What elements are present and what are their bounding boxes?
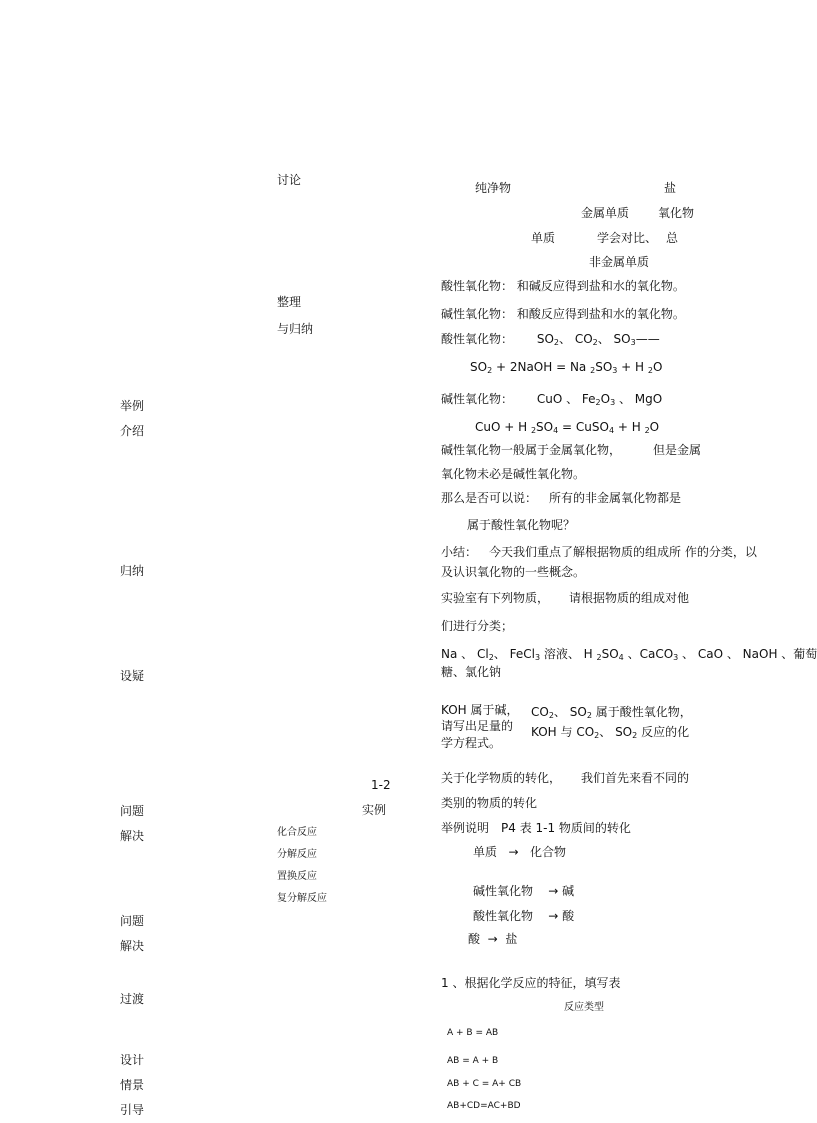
node-metal-element: 金属单质 [581,206,630,220]
acidic-oxide-examples: 酸性氧化物： $SO_2$、 $CO_2$、 $SO_3——$ [441,332,660,347]
acidic-oxide-tag: $CO_2$、 $SO_2$ 属于酸性氧化物， [531,705,692,720]
note-basic-oxide-metal: 碱性氧化物一般属于金属氧化物， 但是金属 [441,443,702,457]
question-acidic: 属于酸性氧化物呢？ [467,518,576,532]
equation-row-decomposition: AB = A + B [447,1056,499,1066]
lab-substances: Na 、 $Cl_2$、 FeCl$_3$ 溶液、 H $_2SO_4$ 、CaCO$_3$ 、 CaO 、 NaOH 、葡萄 [441,647,817,662]
question-nonmetal-oxide: 那么是否可以说： 所有的非金属氧化物都是 [441,491,682,505]
label-question: 设疑 [120,669,145,683]
label-scenario: 情景 [120,1078,145,1092]
label-transition: 过渡 [120,992,145,1006]
conversion-acidic-oxide-acid: 酸性氧化物 → 酸 [473,909,575,923]
summary-line-2: 及认识氧化物的一些概念。 [441,565,586,579]
note-metal-oxide: 氧化物未必是碱性氧化物。 [441,467,586,481]
label-intro: 介绍 [120,424,145,438]
reaction-displacement: 置换反应 [277,871,317,882]
label-example: 举例 [120,399,145,413]
note-compare: 学会对比、 [597,231,658,245]
lab-substances-2: 糖、氯化钠 [441,665,502,679]
conversion-basic-oxide-base: 碱性氧化物 → 碱 [473,884,575,898]
label-solve-2: 解决 [120,939,145,953]
equation-cuo-h2so4: CuO + H $_2SO_4$ = CuSO$_4$ + H $_2$O [475,420,660,435]
equation-row-double-displacement: AB+CD=AC+BD [447,1101,521,1111]
node-salt: 盐 [664,181,677,195]
equation-row-combination: A + B = AB [447,1028,499,1038]
acidic-oxide-definition: 酸性氧化物： 和碱反应得到盐和水的氧化物。 [441,279,685,293]
summary-line-1: 小结： 今天我们重点了解根据物质的组成所 作的分类，以 [441,545,757,559]
reaction-decomposition: 分解反应 [277,849,317,860]
label-discuss: 讨论 [277,173,302,187]
label-summarize: 归纳 [120,564,145,578]
koh-line-3: 学方程式。 [441,736,502,750]
label-problem-2: 问题 [120,914,145,928]
task-fill-table: 1 、根据化学反应的特征，填写表 [441,976,621,990]
basic-oxide-definition: 碱性氧化物： 和酸反应得到盐和水的氧化物。 [441,307,685,321]
lab-line-1: 实验室有下列物质， 请根据物质的组成对他 [441,591,690,605]
conversion-acid-salt: 酸 → 盐 [468,932,518,946]
note-total: 总 [666,231,679,245]
label-design: 设计 [120,1053,145,1067]
koh-line-2: 请写出足量的 [441,719,514,733]
equation-row-displacement: AB + C = A+ CB [447,1079,522,1089]
table-ref-number: 1-2 [371,778,391,792]
label-solve: 解决 [120,829,145,843]
conversion-element-compound: 单质 → 化合物 [473,845,566,859]
label-instance: 实例 [362,803,387,817]
node-oxide: 氧化物 [658,206,695,220]
node-nonmetal-element: 非金属单质 [589,255,650,269]
label-and-summarize: 与归纳 [277,322,314,336]
reaction-combination: 化合反应 [277,827,317,838]
node-element: 单质 [531,231,556,245]
transform-line-2: 类别的物质的转化 [441,796,538,810]
reaction-double-displacement: 复分解反应 [277,893,327,904]
label-guide: 引导 [120,1103,145,1117]
example-line: 举例说明 P4 表 1-1 物质间的转化 [441,821,631,835]
label-problem: 问题 [120,804,145,818]
header-reaction-type: 反应类型 [564,1002,604,1013]
koh-reaction: KOH 与 $CO_2$、 $SO_2$ 反应的化 [531,725,690,740]
basic-oxide-examples: 碱性氧化物： CuO 、 $Fe_2O_3$ 、 MgO [441,392,663,407]
transform-line-1: 关于化学物质的转化， 我们首先来看不同的 [441,771,690,785]
koh-line-1: KOH 属于碱， [441,703,519,717]
equation-so2-naoh: $SO_2$ + 2NaOH = Na $_2SO_3 + H$ $_2$O [470,360,663,375]
lab-line-2: 们进行分类； [441,619,514,633]
label-organize: 整理 [277,295,302,309]
node-pure-substance: 纯净物 [475,181,512,195]
